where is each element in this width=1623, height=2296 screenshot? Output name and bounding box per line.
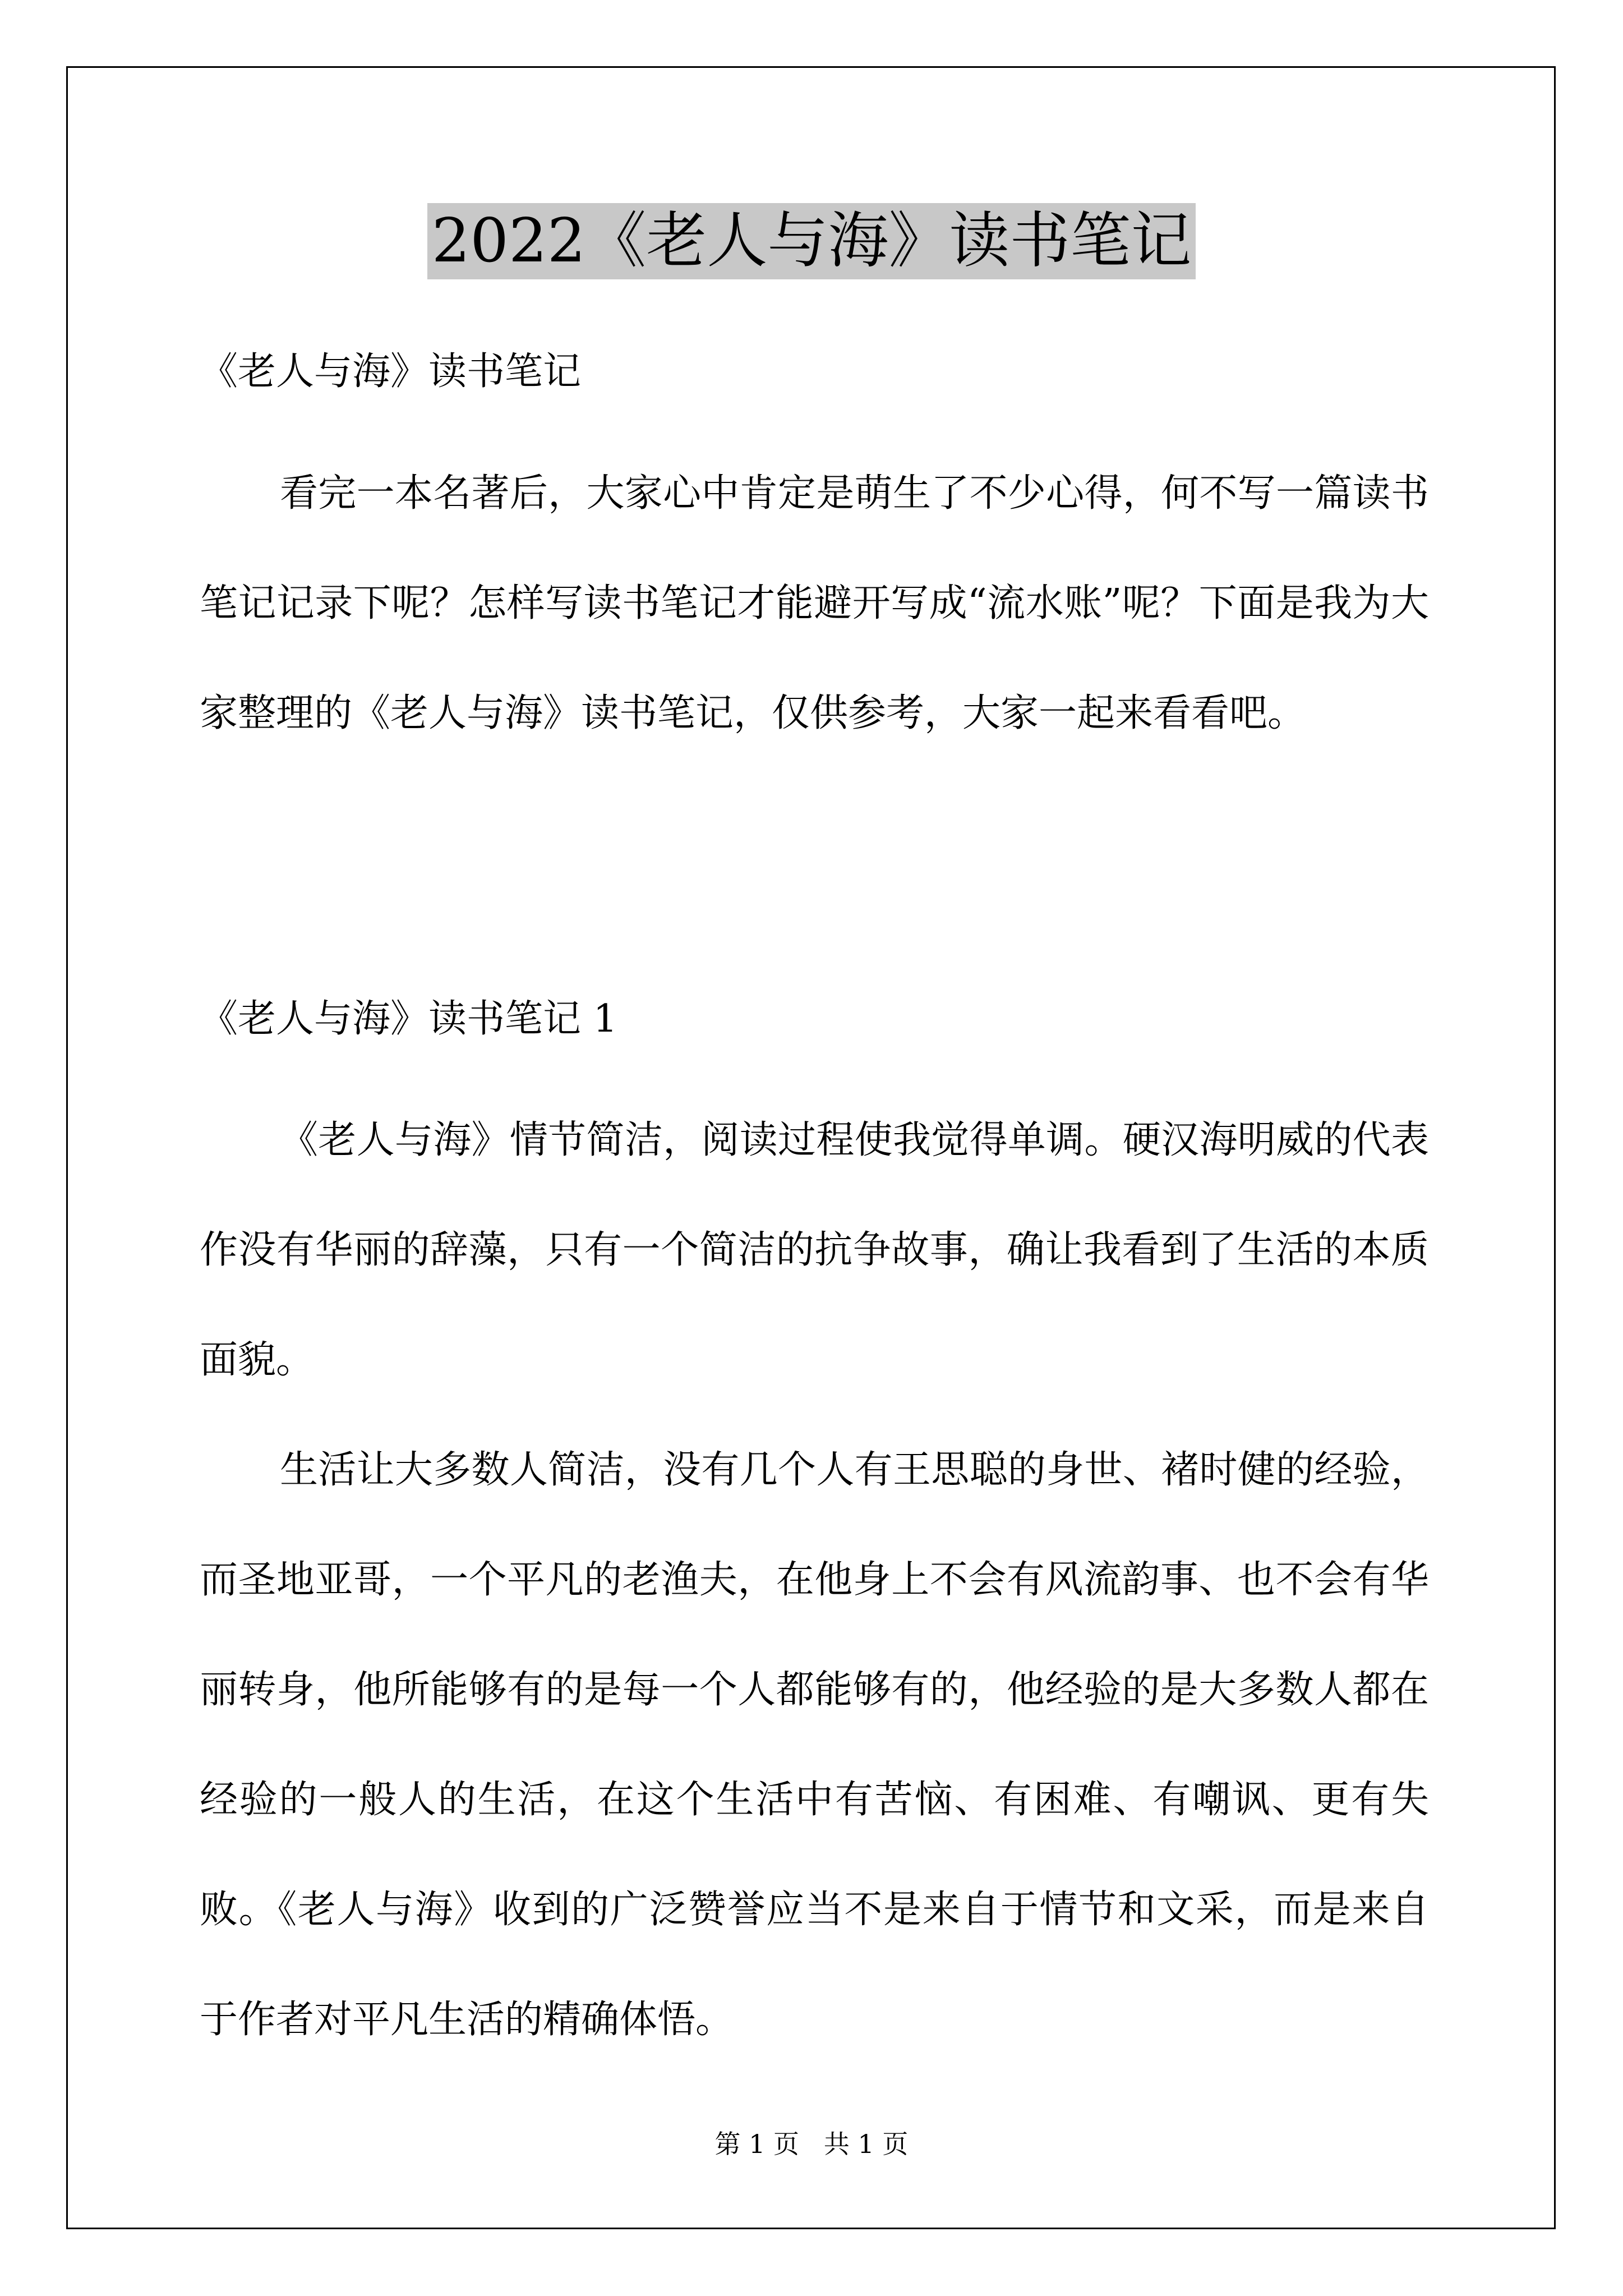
title-container <box>0 203 1623 279</box>
intro-heading: 《老人与海》读书笔记 <box>200 349 582 394</box>
section-heading: 《老人与海》读书笔记 1 <box>200 997 617 1041</box>
document-title: 2022《老人与海》读书笔记 <box>427 203 1196 279</box>
body-paragraph: 生活让大多数人简洁，没有几个人有王思聪的身世、褚时健的经验，而圣地亚哥，一个平凡的老渔夫，在他身上不会有风流韵事、也不会有华丽转身，他所能够有的是每一个人都能够有的，他经验的是大多数人都在经验的一般人的生活，在这个生活中有苦恼、有困难、有嘲讽、更有失败。《老人与海》收到的广泛赞誉应当不是来自于情节和文采，而是来自于作者对平凡生活的精确体悟。 <box>200 1448 1429 2042</box>
body-paragraph: 《老人与海》情节简洁，阅读过程使我觉得单调。硬汉海明威的代表作没有华丽的辞藻，只有一个简洁的抗争故事，确让我看到了生活的本质面貌。 <box>200 1118 1429 1382</box>
page-footer: 第 1 页 共 1 页 <box>714 2129 909 2159</box>
intro-paragraph: 看完一本名著后，大家心中肯定是萌生了不少心得，何不写一篇读书笔记记录下呢？怎样写读书笔记才能避开写成“流水账”呢？下面是我为大家整理的《老人与海》读书笔记，仅供参考，大家一起来看看吧。 <box>200 471 1429 735</box>
